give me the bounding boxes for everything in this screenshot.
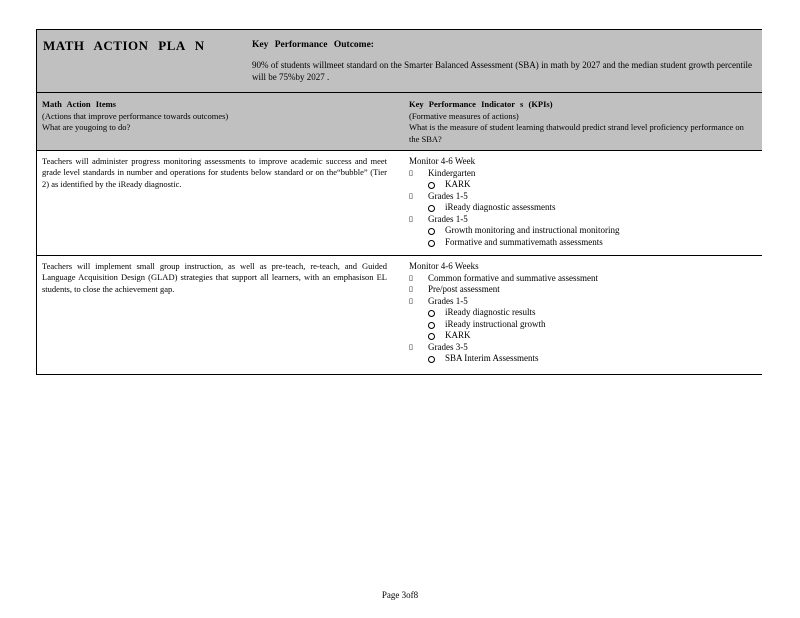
table-row [36, 256, 762, 375]
column-header-kpis [409, 99, 749, 145]
kpis-question: What is the measure of student learning thatwould predict strand level proficiency performance on the SBA? [409, 122, 744, 144]
monitor-frequency: Monitor 4-6 Week [409, 156, 476, 166]
table-row [36, 151, 762, 256]
list-item: ▯ Common formative and summative assessment [409, 273, 754, 285]
list-item: KARK [409, 330, 754, 342]
kpi-cell [409, 156, 754, 248]
actions-question: What are yougoing to do? [42, 122, 131, 132]
monitor-frequency: Monitor 4-6 Weeks [409, 261, 479, 271]
list-item: ▯ Grades 1-5 [409, 191, 754, 203]
list-item: ▯ Pre/post assessment [409, 284, 754, 296]
list-item: ▯ Grades 1-5 [409, 296, 754, 308]
list-item: ▯ Grades 3-5 [409, 342, 754, 354]
action-item: Teachers will implement small group instruction, as well as pre-teach, re-teach, and Guided Language Acquisition Design (GLAD) strategies that support all learners, with an emphasison EL students, to close the achievement gap. [42, 261, 387, 294]
action-item: Teachers will administer progress monitoring assessments to improve academic success and meet grade level standards in number and operations for students below standard or on the“bubble” (Tier 2) as identified by the iReady diagnostic. [42, 156, 387, 189]
column-header-row [36, 93, 762, 151]
list-item: ▯ Grades 1-5 [409, 214, 754, 226]
kpo-label: Key Performance Outcome: [252, 40, 374, 50]
kpo-text: 90% of students willmeet standard on the Smarter Balanced Assessment (SBA) in math by 2027 and the median student growth percentile will be 75%by 2027 . [252, 60, 752, 82]
list-item: KARK [409, 179, 754, 191]
actions-subtitle: (Actions that improve performance towards outcomes) [42, 110, 229, 121]
column-header-actions [42, 99, 228, 134]
list-item: iReady instructional growth [409, 319, 754, 331]
list-item: iReady diagnostic assessments [409, 202, 754, 214]
kpis-title: Key Performance Indicator s (KPIs) [409, 99, 553, 109]
kpis-subtitle: (Formative measures of actions) [409, 110, 519, 121]
list-item: SBA Interim Assessments [409, 353, 754, 365]
page-title: MATH ACTION PLA N [43, 38, 205, 53]
action-plan-table [36, 29, 762, 375]
list-item: Formative and summativemath assessments [409, 237, 754, 249]
page-number: Page 3of8 [381, 590, 419, 600]
list-item: ▯ Kindergarten [409, 168, 754, 180]
kpi-cell [409, 261, 754, 365]
list-item: iReady diagnostic results [409, 307, 754, 319]
actions-title: Math Action Items [42, 99, 116, 109]
plan-header [36, 29, 762, 93]
list-item: Growth monitoring and instructional monitoring [409, 225, 754, 237]
